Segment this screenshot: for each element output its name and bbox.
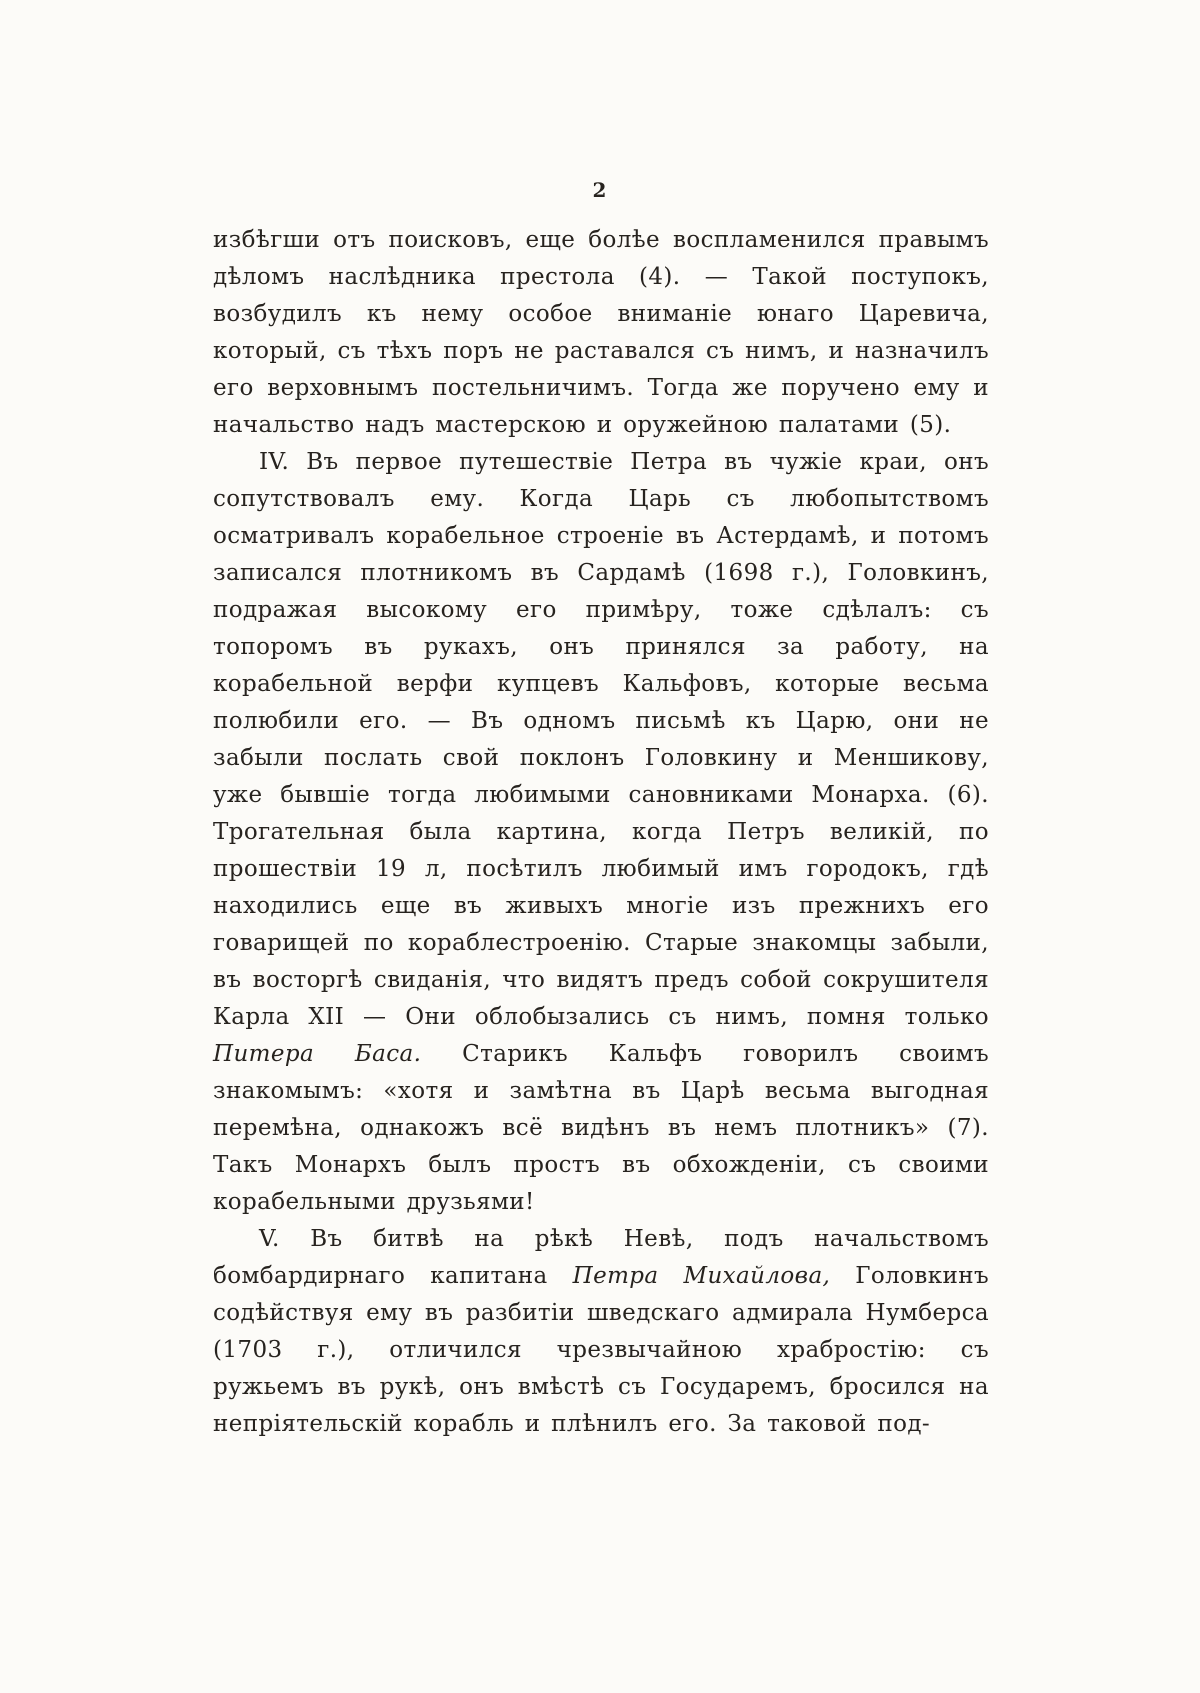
paragraph-text: IV. Въ первое путешествіе Петра въ чужіе краи, онъ сопутствовалъ ему. Когда Царь съ любопытствомъ осматривалъ корабельное строеніе въ Астердамѣ, и потомъ записался плотникомъ въ Сардамѣ (1698 г.), Головкинъ, подражая высокому его примѣру, тоже сдѣлалъ: съ топоромъ въ рукахъ, онъ принялся за работу, на корабельной верфи купцевъ Кальфовъ, которые весьма полюбили его. — Въ одномъ письмѣ къ Царю, они не забыли послать свой поклонъ Головкину и Меншикову, уже бывшіе тогда любимыми сановниками Монарха. (6). Трогательная была картина, когда Петръ великій, по прошествіи 19 л, посѣтилъ любимый имъ городокъ, гдѣ находились еще въ живыхъ многіе изъ прежнихъ его говарищей по кораблестроенію. Старые знакомцы забыли, въ восторгѣ свиданія, что видятъ предъ собой сокрушителя Карла XII — Они облобызались съ нимъ, помня только	[213, 449, 989, 1030]
page-number: 2	[592, 178, 608, 202]
text-block	[213, 222, 989, 1443]
paragraph-text: V. Въ битвѣ на рѣкѣ Невѣ, подъ начальствомъ бомбардирнаго капитана	[213, 1226, 989, 1289]
paragraph-text: Головкинъ содѣйствуя ему въ разбитіи шведскаго адмирала Нумберса (1703 г.), отличился чрезвычайною храбростію: съ ружьемъ въ рукѣ, онъ вмѣстѣ съ Государемъ, бросился на непріятельскій корабль и плѣнилъ его. За таковой под-	[213, 1263, 989, 1437]
paragraph-section-v	[213, 1221, 989, 1443]
paragraph-continuation	[213, 222, 989, 444]
paragraph-section-iv	[213, 444, 989, 1221]
italic-proper-name: Петра Михайлова,	[572, 1263, 831, 1289]
paragraph-text: избѣгши отъ поисковъ, еще болѣе воспламенился правымъ дѣломъ наслѣдника престола (4). — Такой поступокъ, возбудилъ къ нему особое вниманіе юнаго Царевича, который, съ тѣхъ поръ не раставался съ нимъ, и назначилъ его верховнымъ постельничимъ. Тогда же поручено ему и начальство надъ мастерскою и оружейною палатами (5).	[213, 227, 989, 438]
italic-proper-name: Питера Баса.	[213, 1041, 422, 1067]
paragraph-text: Старикъ Кальфъ говорилъ своимъ знакомымъ: «хотя и замѣтна въ Царѣ весьма выгодная перемѣна, однакожъ всё видѣнъ въ немъ плотникъ» (7). Такъ Монархъ былъ простъ въ обхожденіи, съ своими корабельными друзьями!	[213, 1041, 990, 1215]
